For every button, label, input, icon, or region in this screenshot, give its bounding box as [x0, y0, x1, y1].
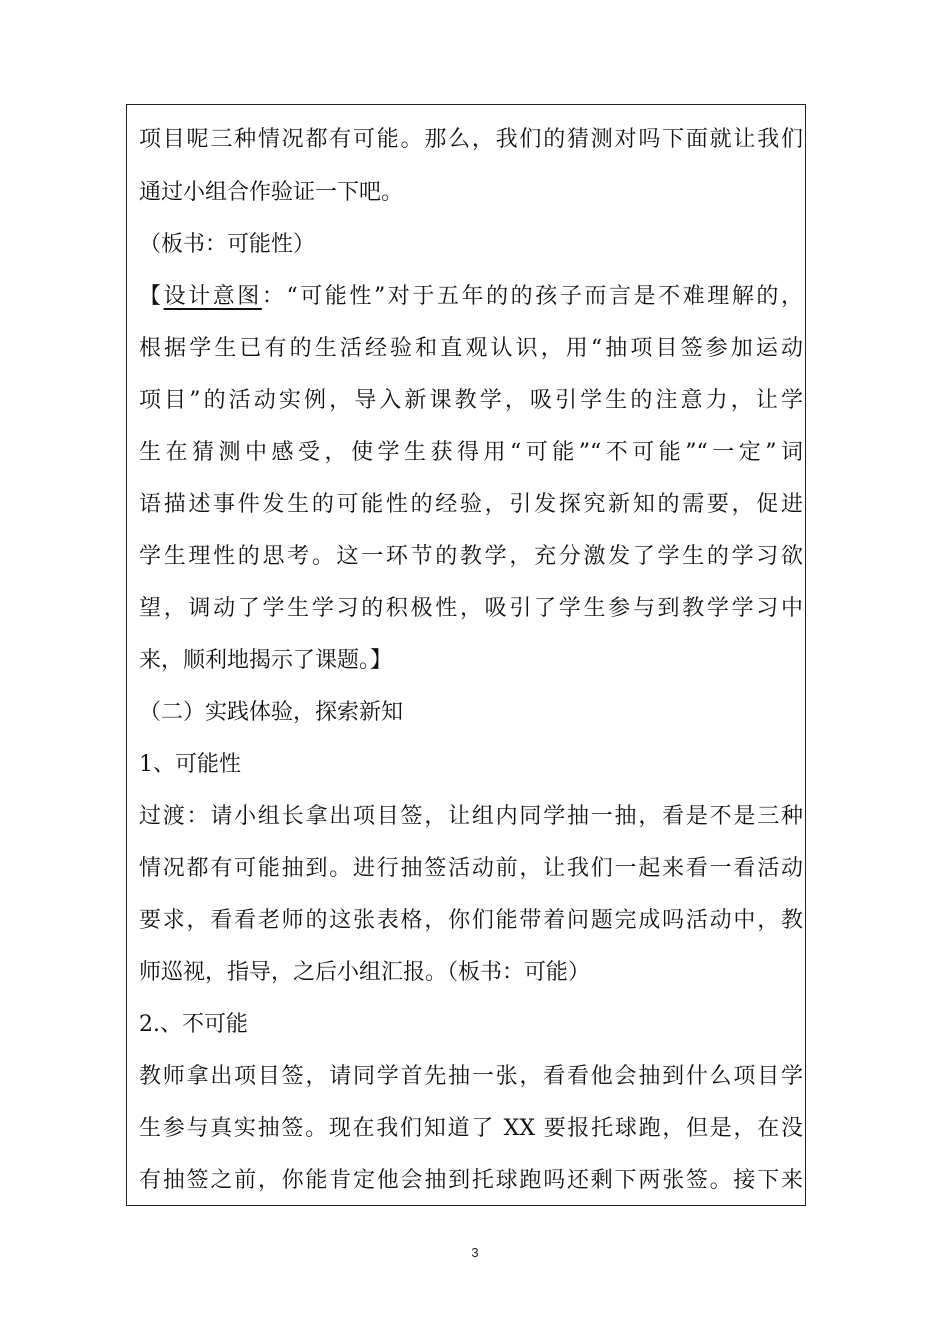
text-line-7: 生在猜测中感受，使学生获得用“可能”“不可能”“一定”词	[139, 440, 803, 465]
text-line-11: 来，顺利地揭示了课题。】	[139, 648, 393, 673]
text-line-6: 项目”的活动实例，导入新课教学，吸引学生的注意力，让学	[139, 388, 803, 413]
text-line-8: 语描述事件发生的可能性的经验，引发探究新知的需要，促进	[139, 492, 803, 517]
bracket-open: 【	[139, 284, 164, 309]
text-line-1: 项目呢三种情况都有可能。那么，我们的猜测对吗下面就让我们	[139, 127, 803, 152]
text-line-5: 根据学生已有的生活经验和直观认识，用“抽项目签参加运动	[139, 336, 803, 361]
text-line-19: 教师拿出项目签，请同学首先抽一张，看看他会抽到什么项目学	[139, 1064, 803, 1089]
text-line-10: 望，调动了学生学习的积极性，吸引了学生参与到教学学习中	[139, 596, 803, 621]
design-intent-label: 设计意图	[163, 284, 262, 309]
design-intent-text: ：“可能性”对于五年的的孩子而言是不难理解的，	[261, 284, 803, 309]
text-line-14: 过渡：请小组长拿出项目签，让组内同学抽一抽，看是不是三种	[139, 804, 803, 829]
text-line-3: （板书：可能性）	[139, 232, 316, 257]
text-line-21: 有抽签之前，你能肯定他会抽到托球跑吗还剩下两张签。接下来	[139, 1168, 803, 1193]
text-line-15: 情况都有可能抽到。进行抽签活动前，让我们一起来看一看活动	[139, 856, 803, 881]
subheading-possibility: 1、可能性	[139, 752, 241, 777]
text-line-16: 要求，看看老师的这张表格，你们能带着问题完成吗活动中，教	[139, 908, 803, 933]
section-heading: （二）实践体验，探索新知	[139, 700, 404, 725]
content-table-cell	[126, 104, 806, 1206]
page-number: 3	[471, 1245, 479, 1260]
subheading-impossible: 2.、不可能	[139, 1012, 248, 1037]
text-line-20: 生参与真实抽签。现在我们知道了 XX 要报托球跑，但是，在没	[139, 1116, 803, 1141]
text-line-17: 师巡视，指导，之后小组汇报。（板书：可能）	[139, 960, 591, 985]
text-line-2: 通过小组合作验证一下吧。	[139, 180, 404, 205]
design-intent-line	[139, 282, 803, 312]
text-line-9: 学生理性的思考。这一环节的教学，充分激发了学生的学习欲	[139, 544, 803, 569]
